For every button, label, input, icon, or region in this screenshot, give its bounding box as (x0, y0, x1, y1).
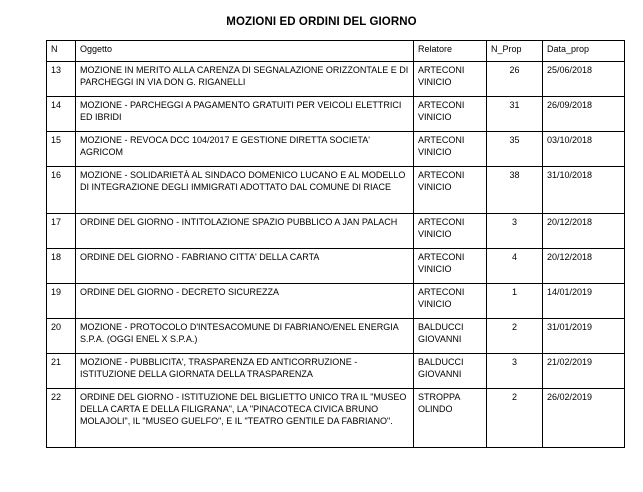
cell-oggetto: MOZIONE IN MERITO ALLA CARENZA DI SEGNALAZIONE ORIZZONTALE E DI PARCHEGGI IN VIA DON G. RIGANELLI (76, 62, 414, 97)
cell-oggetto: MOZIONE - REVOCA DCC 104/2017 E GESTIONE DIRETTA SOCIETA' AGRICOM (76, 132, 414, 167)
table-row (47, 354, 625, 389)
cell-oggetto: MOZIONE - SOLIDARIETÀ AL SINDACO DOMENICO LUCANO E AL MODELLO DI INTEGRAZIONE DEGLI IMMIGRATI ADOTTATO DAL COMUNE DI RIACE (76, 167, 414, 214)
cell-relatore: ARTECONI VINICIO (414, 132, 487, 167)
cell-oggetto: ORDINE DEL GIORNO - ISTITUZIONE DEL BIGLIETTO UNICO TRA IL "MUSEO DELLA CARTA E DELLA FILIGRANA", LA "PINACOTECA CIVICA BRUNO MOLAJOLI", IL "MUSEO GUELFO", E IL "TEATRO GENTILE DA FABRIANO". (76, 389, 414, 448)
cell-n: 18 (47, 249, 76, 284)
column-header-n: N (47, 41, 76, 62)
cell-relatore: BALDUCCI GIOVANNI (414, 354, 487, 389)
cell-relatore: ARTECONI VINICIO (414, 214, 487, 249)
cell-n-prop: 2 (487, 319, 543, 354)
column-header-n-prop: N_Prop (487, 41, 543, 62)
cell-n: 20 (47, 319, 76, 354)
cell-oggetto: ORDINE DEL GIORNO - INTITOLAZIONE SPAZIO PUBBLICO A JAN PALACH (76, 214, 414, 249)
cell-data-prop: 20/12/2018 (543, 214, 625, 249)
cell-data-prop: 26/09/2018 (543, 97, 625, 132)
cell-data-prop: 31/10/2018 (543, 167, 625, 214)
table-row (47, 214, 625, 249)
column-header-relatore: Relatore (414, 41, 487, 62)
motions-table (46, 40, 625, 448)
cell-n: 16 (47, 167, 76, 214)
cell-n-prop: 26 (487, 62, 543, 97)
cell-n: 22 (47, 389, 76, 448)
cell-relatore: ARTECONI VINICIO (414, 249, 487, 284)
cell-oggetto: ORDINE DEL GIORNO - FABRIANO CITTA' DELLA CARTA (76, 249, 414, 284)
cell-n: 15 (47, 132, 76, 167)
cell-data-prop: 20/12/2018 (543, 249, 625, 284)
cell-relatore: ARTECONI VINICIO (414, 167, 487, 214)
cell-n-prop: 31 (487, 97, 543, 132)
cell-n-prop: 1 (487, 284, 543, 319)
table-row (47, 319, 625, 354)
table-row (47, 97, 625, 132)
table-row (47, 389, 625, 448)
cell-data-prop: 25/06/2018 (543, 62, 625, 97)
cell-relatore: STROPPA OLINDO (414, 389, 487, 448)
cell-n-prop: 38 (487, 167, 543, 214)
cell-oggetto: MOZIONE - PROTOCOLO D'INTESACOMUNE DI FABRIANO/ENEL ENERGIA S.P.A. (OGGI ENEL X S.P.A.) (76, 319, 414, 354)
cell-n-prop: 3 (487, 214, 543, 249)
cell-oggetto: MOZIONE - PARCHEGGI A PAGAMENTO GRATUITI PER VEICOLI ELETTRICI ED IBRIDI (76, 97, 414, 132)
column-header-oggetto: Oggetto (76, 41, 414, 62)
cell-oggetto: ORDINE DEL GIORNO - DECRETO SICUREZZA (76, 284, 414, 319)
cell-n: 21 (47, 354, 76, 389)
table-row (47, 167, 625, 214)
table-row (47, 62, 625, 97)
cell-n-prop: 35 (487, 132, 543, 167)
cell-relatore: ARTECONI VINICIO (414, 62, 487, 97)
cell-data-prop: 26/02/2019 (543, 389, 625, 448)
page-title: MOZIONI ED ORDINI DEL GIORNO (226, 16, 417, 28)
table-row (47, 132, 625, 167)
cell-n: 14 (47, 97, 76, 132)
cell-n-prop: 2 (487, 389, 543, 448)
cell-relatore: ARTECONI VINICIO (414, 97, 487, 132)
table-row (47, 249, 625, 284)
cell-n: 17 (47, 214, 76, 249)
cell-n: 13 (47, 62, 76, 97)
cell-data-prop: 03/10/2018 (543, 132, 625, 167)
table-row (47, 284, 625, 319)
cell-oggetto: MOZIONE - PUBBLICITA', TRASPARENZA ED ANTICORRUZIONE - ISTITUZIONE DELLA GIORNATA DELLA TRASPARENZA (76, 354, 414, 389)
cell-n-prop: 3 (487, 354, 543, 389)
cell-data-prop: 31/01/2019 (543, 319, 625, 354)
cell-relatore: ARTECONI VINICIO (414, 284, 487, 319)
cell-n-prop: 4 (487, 249, 543, 284)
column-header-data-prop: Data_prop (543, 41, 625, 62)
cell-relatore: BALDUCCI GIOVANNI (414, 319, 487, 354)
cell-data-prop: 21/02/2019 (543, 354, 625, 389)
cell-data-prop: 14/01/2019 (543, 284, 625, 319)
table-header-row (47, 41, 625, 62)
cell-n: 19 (47, 284, 76, 319)
